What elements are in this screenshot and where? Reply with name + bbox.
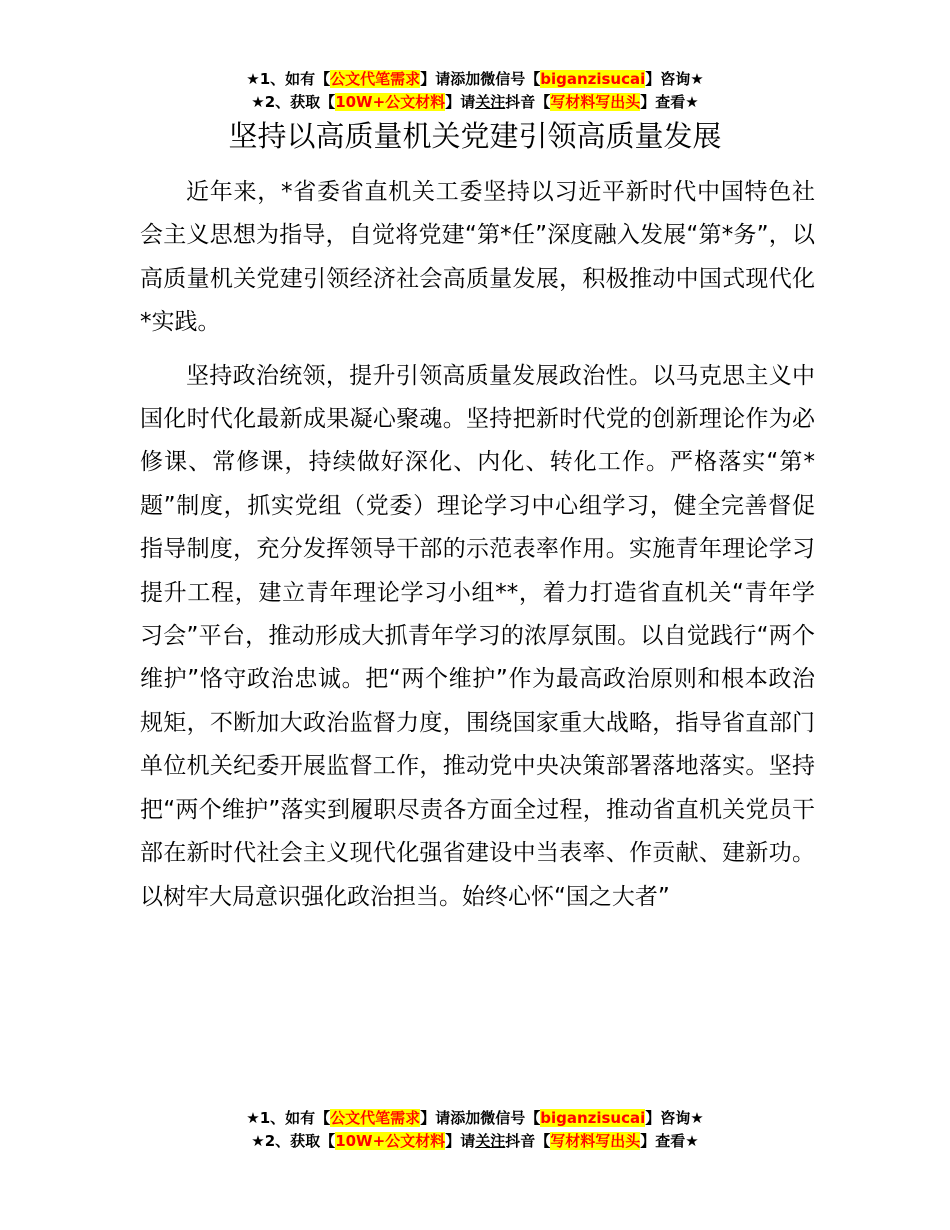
body-paragraph-1: 近年来，*省委省直机关工委坚持以习近平新时代中国特色社会主义思想为指导，自觉将党建“第*任”深度融入发展“第*务”，以高质量机关党建引领经济社会高质量发展，积极推动中国式现代化*实践。	[140, 179, 815, 336]
header-ad-highlight: 写材料写出头	[550, 93, 641, 111]
footer-ad-text: 抖音【	[505, 1132, 551, 1150]
header-ad-text: 】请添加微信号【	[420, 70, 541, 88]
header-ad-highlight: 10W+公文材料	[335, 93, 446, 111]
footer-ad-text: 】请	[445, 1132, 476, 1150]
footer-ad-text: 】查看★	[640, 1132, 699, 1150]
header-ad-text: 抖音【	[505, 93, 551, 111]
footer-ad-highlight: 公文代笔需求	[330, 1109, 421, 1127]
header-ad-text: 】咨询★	[645, 70, 704, 88]
header-ad-wechat-id: biganzisucai	[540, 70, 646, 88]
header-ad-line-1	[0, 68, 950, 91]
header-ad-line-2	[0, 91, 950, 114]
header-ad-text: ★2、获取【	[251, 93, 336, 111]
footer-ad-text: 】咨询★	[645, 1109, 704, 1127]
footer-ad-highlight: 10W+公文材料	[335, 1132, 446, 1150]
footer-ad-text: ★2、获取【	[251, 1132, 336, 1150]
footer-ad-text: 】请添加微信号【	[420, 1109, 541, 1127]
header-ad-text: ★1、如有【	[246, 70, 331, 88]
header-ad-text: 】查看★	[640, 93, 699, 111]
footer-ad-underline: 关注	[475, 1132, 506, 1150]
footer-ad-highlight: 写材料写出头	[550, 1132, 641, 1150]
document-title: 坚持以高质量机关党建引领高质量发展	[228, 119, 722, 153]
footer-ad-text: ★1、如有【	[246, 1109, 331, 1127]
footer-ad-line-1	[0, 1107, 950, 1130]
header-ad-underline: 关注	[475, 93, 506, 111]
document-body	[140, 171, 815, 919]
footer-ad	[0, 1107, 950, 1153]
header-ad-text: 】请	[445, 93, 476, 111]
footer-ad-line-2	[0, 1130, 950, 1153]
header-ad-highlight: 公文代笔需求	[330, 70, 421, 88]
header-ad	[0, 68, 950, 114]
footer-ad-wechat-id: biganzisucai	[540, 1109, 646, 1127]
body-paragraph-2: 坚持政治统领，提升引领高质量发展政治性。以马克思主义中国化时代化最新成果凝心聚魂。坚持把新时代党的创新理论作为必修课、常修课，持续做好深化、内化、转化工作。严格落实“第*题”制度，抓实党组（党委）理论学习中心组学习，健全完善督促指导制度，充分发挥领导干部的示范表率作用。实施青年理论学习提升工程，建立青年理论学习小组**，着力打造省直机关“青年学习会”平台，推动形成大抓青年学习的浓厚氛围。以自觉践行“两个维护”恪守政治忠诚。把“两个维护”作为最高政治原则和根本政治规矩，不断加大政治监督力度，围绕国家重大战略，指导省直部门单位机关纪委开展监督工作，推动党中央决策部署落地落实。坚持把“两个维护”落实到履职尽责各方面全过程，推动省直机关党员干部在新时代社会主义现代化强省建设中当表率、作贡献、建新功。以树牢大局意识强化政治担当。始终心怀“国之大者”	[140, 362, 815, 910]
